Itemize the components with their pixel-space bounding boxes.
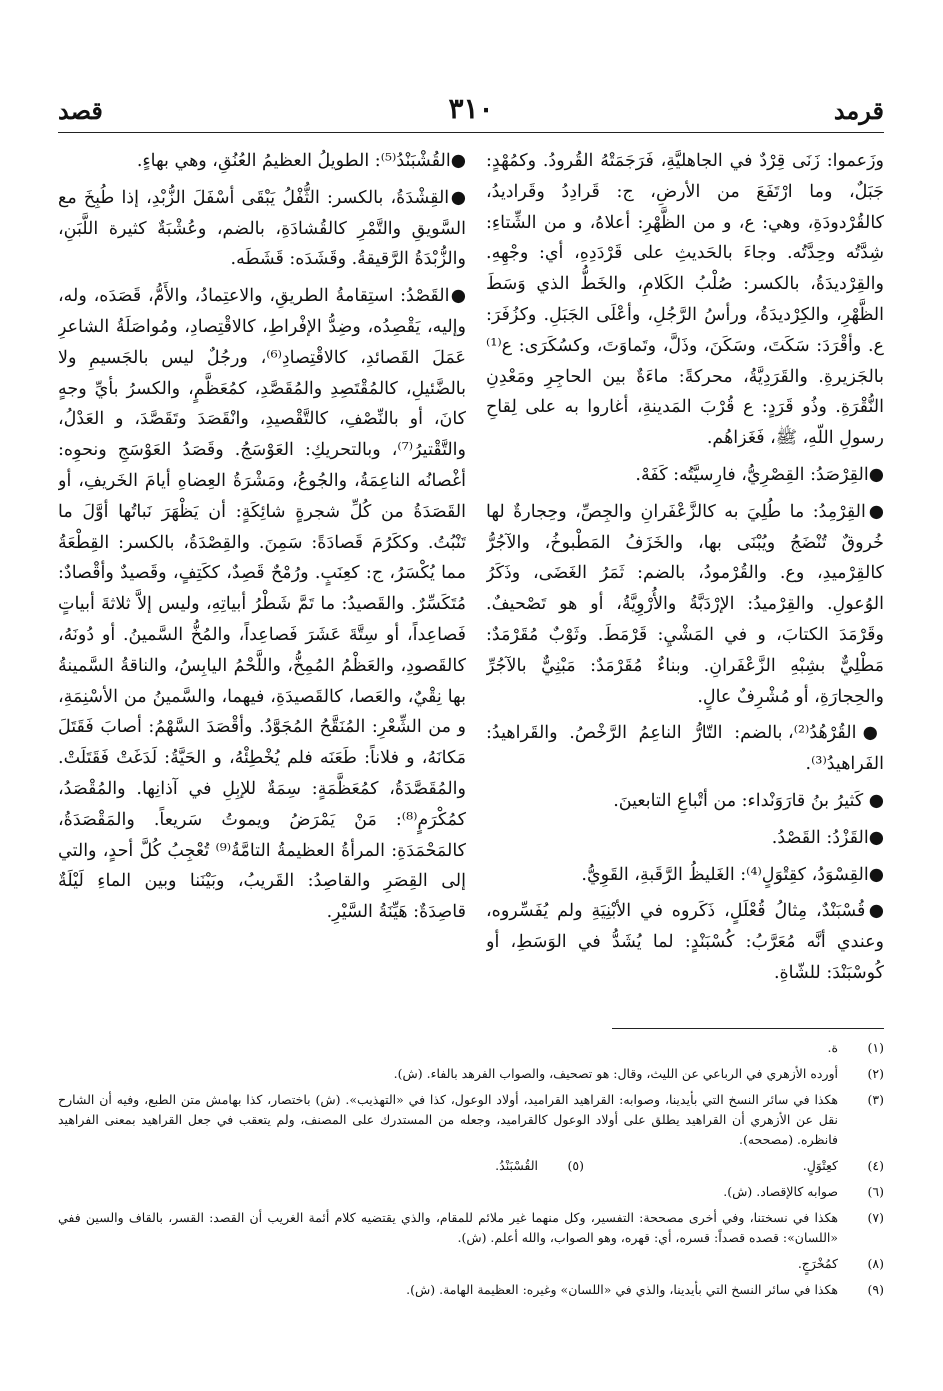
- entry-paragraph: ●القِرْصَدُ: القِصْرِيُّ، فارِسيَّتُه: كَفَهْ.: [635, 464, 884, 485]
- footnote-number: (٢): [867, 1066, 884, 1081]
- footnote: [58, 1090, 884, 1150]
- footnote: [58, 1208, 884, 1248]
- footnote: [58, 1064, 884, 1084]
- footnote: [58, 1280, 884, 1300]
- footnote-number: (٧): [867, 1210, 884, 1225]
- footnote-number: (٦): [867, 1184, 884, 1199]
- entry-paragraph: ● كَثيرُ بنُ قارَوَنْداء: من أتْباعِ التابعينَ.: [613, 790, 884, 811]
- footnote: [284, 1156, 584, 1176]
- footnote-number: (١): [867, 1040, 884, 1055]
- entry-paragraph: ●القِرْمِدُ: ما طُلِيَ به كالزَّعْفَرانِ والجِصِّ، وحِجارةٌ لها خُروقٌ تُنْضَجُ ويُبْنَى بها، والخَزَفُ المَطْبوخُ، والآجُرُّ كالقِرْميدِ، وع. والقُرْمودُ، بالضم: ثَمَرُ الغَضَى، وذَكَرُ الوُعولِ. والقِرْميدُ: الإرْدَبَّةُ والأُرْوِيَّةُ، أو هو تَصْحيفٌ. وقَرْمَدَ الكتابَ، و في المَشْيِ: قَرْمَطَ. وثَوْبٌ مُقَرْمَدٌ: مَطْلِيٌّ بشِبْهِ الزَّعْفَرانِ. وبناءٌ مُقَرْمَدٌ: مَبْنِيٌّ بالآجُرِّ والحِجارَةِ، أو مُشْرِفٌ عالٍ.: [486, 501, 884, 707]
- footnote-number: (٨): [867, 1256, 884, 1271]
- footnote-text: كمُخْرَجٍ.: [797, 1256, 838, 1271]
- page-header: [58, 92, 884, 132]
- running-head-left: قصد: [58, 96, 103, 125]
- entry-paragraph: وزَعموا: زَنَى قِرْدٌ في الجاهليَّةِ، فَرَجَمَتْهُ القُرودُ. وكمُهْدٍ: جَبَلٌ، وما ارْتَفَعَ من الأرضِ، ج: قَرادِدُ وقَراديدُ، كالقُرْدودَةِ، وهي: ع، و من الظَّهْرِ: أعلاهُ، و من الشِّتاءِ: شِدَّتُه وحِدَّتُه. وجاءَ بالحَديثِ على قَرْدَدِهِ، أي: وجْهِهِ. والقِرْديدَةُ، بالكسر: صُلْبُ الكَلامِ، والخَطُّ الذي وَسَطَ الظَّهْرِ، والكِرْديدَةُ، ورأسُ الرَّجُلِ، وأعْلَى الجَبَلِ. وكزُفَرَ: ع. وأقْرَدَ: سَكَتَ، وسَكَنَ، وذَلَّ، وتَماوَتَ، وكسُكَرَى: ع⁽¹⁾ بالجَزيرةِ. والقَرَدِيَّةُ، محركةً: ماءَةٌ بين الحاجِرِ ومَعْدِنِ النُّقْرَةِ. وذُو قَرَدٍ: ع قُرْبَ المَدينةِ، أغاروا به على لِقاحِ رسولِ اللّهِ، ﷺ، فَغَزاهُم.: [486, 151, 884, 449]
- footnote-text: هكذا في سائر النسخ التي بأيدينا، وصوابه: القراهيد القراميد، أولاد الوعول، كذا في «التهذيب». (ش) باختصار، كذا بهامش متن الطبع، وفيه أن الشارح نقل عن الأزهري أن القراهيد يطلق على أولاد الوعول كالقراميد، وجعله من المستدرك على المصنف، ولم يتعقب في جعل القراهيد بمعنى الفراهيد فانظره. (مصححه).: [58, 1092, 838, 1147]
- header-rule: [58, 132, 884, 133]
- entry-paragraph: ●القَزْدُ: القَصْدُ.: [771, 827, 884, 848]
- footnote-number: (٩): [867, 1282, 884, 1297]
- footnote-number: (٤): [867, 1158, 884, 1173]
- right-column: [486, 146, 884, 986]
- page-number: ٣١٠: [448, 92, 494, 125]
- footnote-pair: [58, 1156, 884, 1176]
- footnote-text: ة.: [827, 1040, 838, 1055]
- footnote-number: (٥): [567, 1158, 584, 1173]
- footnote: [58, 1038, 884, 1058]
- left-column: [58, 146, 466, 986]
- footnote-number: (٣): [867, 1092, 884, 1107]
- footnote-text: كعِتْوَلٍ.: [802, 1158, 838, 1173]
- entry-paragraph: ●القُشْبَنْدُ⁽⁵⁾: الطويلُ العظيمُ العُنُقِ، وهي بهاءٍ.: [136, 151, 466, 171]
- footnote-text: هكذا في سائر النسخ التي بأيدينا، والذي في «اللسان» وغيره: العظيمة الهامة. (ش).: [406, 1282, 838, 1297]
- entry-paragraph: ●القِسْوَدُ، كقِتْوَلٍ⁽⁴⁾: الغَليظُ الرَّقَبةِ، القَوِيُّ.: [581, 864, 884, 885]
- footnote-text: هكذا في نسختنا، وفي أخرى مصححة: التفسير، وكل منهما غير ملائم للمقام، والذي يقتضيه كلام أئمة الغريب أن القصد: القسر، بالقاف والسين ففي «اللسان»: قصده قصداً: قسره، أي: قهره، وهو الصواب، والله أعلم. (ش).: [58, 1210, 838, 1245]
- footnote-text: صوابه كالإقصاد. (ش).: [723, 1184, 838, 1199]
- footnote-rule: [612, 1028, 884, 1029]
- footnote: [58, 1182, 884, 1202]
- footnote: [58, 1254, 884, 1274]
- footnote-text: القُسْبَنْدُ.: [495, 1158, 538, 1173]
- footnote-text: أورده الأزهري في الرباعي عن الليث، وقال: هو تصحيف، والصواب الفرهد بالفاء. (ش).: [393, 1066, 838, 1081]
- footnotes: [58, 1038, 884, 1383]
- entry-paragraph: ●القَصْدُ: استِقامةُ الطريقِ، والاعتِمادُ، والأَمُّ، قَصَدَه، وله، وإليه، يَقْصِدُه، وضِدُّ الإفْراطِ، كالاقْتِصادِ، ومُواصَلَةُ الشاعرِ عَمَلَ القَصائدِ، كالاقْتِصادِ⁽⁶⁾، ورجُلٌ ليس بالجَسيمِ ولا بالضَّئيلِ، كالمُقْتَصِدِ والمُقَصَّدِ، كمُعَظَّمٍ، والكسرُ بأيِّ وجهٍ كانَ، أو بالنِّصْفِ، كالتَّقْصيدِ، وانْقَصَدَ وتَقَصَّدَ، و العَدْلُ، والتَّقْتيرُ⁽⁷⁾، وبالتحريكِ: العَوْسَجُ. وقَصَدُ العَوْسَجِ ونحوِه: أغْصانُه الناعِمَةُ، والجُوعُ، ومَشْرَةُ العِضاهِ أيامَ الخَريفِ، أو القَصَدَةُ من كُلِّ شجرةٍ شائِكَةٍ: أن يَظْهَرَ نَباتُها أوَّلَ ما تَنْبُتُ. وككَرُمَ قَصادَةً: سَمِنَ. والقِصْدَةُ، بالكسر: القِطْعَةُ مما يُكْسَرُ، ج: كعِنَبٍ. ورُمْحٌ قَصِدٌ، ككَتِفٍ، وقَصيدٌ وأقْصادٌ: مُتَكَسِّرٌ. والقَصيدُ: ما تَمَّ شَطْرُ أبياتِهِ، وليس إلاَّ ثلاثةَ أبياتٍ فَصاعِداً، أو سِتَّةَ عَشَرَ فَصاعِداً، والمُخُّ السَّمينُ. أو دُونَهُ، كالقَصودِ، والعَظْمُ المُمِخُّ، واللَّحْمُ اليابِسُ، والناقةُ السَّمينةُ بها نِقْيٌ، والعَصا، كالقَصيدَةِ، فيهما، والسَّمينُ من الأسْنِمَةِ، و من الشِّعْرِ: المُنَقَّحُ المُجَوَّدُ. وأقْصَدَ السَّهْمُ: أصابَ فَقَتَلَ مَكانَهُ، و فلاناً: طَعَنَه فلم يُخْطِئْهُ، و الحَيَّةُ: لَدَغَتْ فَقَتَلَتْ. والمُقَصَّدَةُ، كمُعَظَّمَةٍ: سِمَةٌ للإبِلِ في آذانِها. والمُقْصَدُ، كمُكْرَمٍ⁽⁸⁾: مَنْ يَمْرَضُ ويموتُ سَريعاً. والمَقْصَدَةُ، كالمَحْمَدَةِ: المرأةُ العظيمةُ التامَّةُ⁽⁹⁾ تُعْجِبُ كُلَّ أحدٍ، والتي إلى القِصَرِ والقاصِدُ: القَريبُ، وبَيْنَنا وبين الماءِ لَيْلَةٌ قاصِدَةٌ: هَيِّنَةُ السَّيْرِ.: [58, 286, 466, 923]
- entry-paragraph: ●القِشْدَةُ، بالكسر: الثُّفْلُ يَبْقَى أسْفَلَ الزُّبْدِ، إذا طُبِخَ مع السَّويقِ والتَّمْرِ كالقُشادَةِ، بالضم، وعُشْبَةٌ كثيرة اللَّبَنِ، والزُّبْدَةُ الرَّقيقةُ. وقَشَدَه: قَشَطَه.: [58, 187, 466, 270]
- running-head-right: قرمد: [833, 96, 884, 125]
- footnote: [584, 1156, 884, 1176]
- entry-paragraph: ●القُرْهُدُ⁽²⁾، بالضم: التّارُّ الناعِمُ الرَّخْصُ. والقَراهيدُ: الفَراهيدُ⁽³⁾.: [486, 723, 884, 775]
- entry-paragraph: ●قُسْبَنْدٌ، مِثالُ قُعْلَلٍ، ذَكَروه في الأبْنِيَةِ ولم يُفَسِّروه، وعندي أنَّه مُعَرَّبُ: كُسْبَنْدٍ: لما يُشَدُّ في الوَسَطِ، أو كُوسْبَنْدَ: للشّاةِ.: [486, 901, 884, 983]
